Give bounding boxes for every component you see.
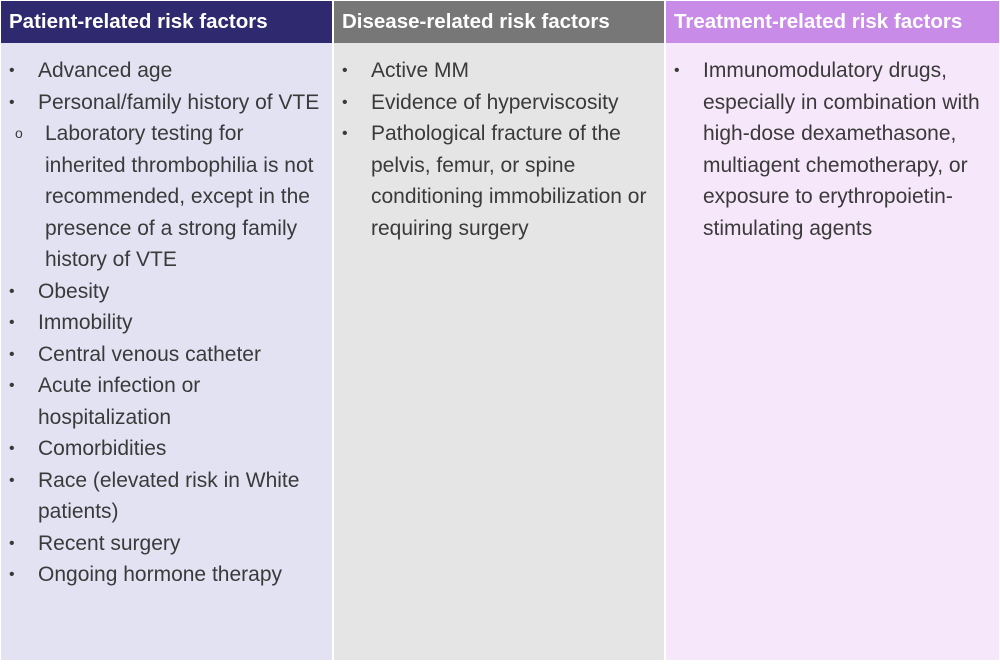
- list-item-text: Evidence of hyperviscosity: [371, 90, 619, 114]
- treatment-risk-body: [666, 43, 999, 660]
- list-item-text: Race (elevated risk in White patients): [38, 468, 300, 523]
- bullet-icon: •: [9, 377, 15, 394]
- bullet-icon: •: [674, 62, 680, 79]
- sub-list: [1, 118, 326, 276]
- list-item-text: Recent surgery: [38, 531, 181, 555]
- bullet-icon: •: [9, 62, 15, 79]
- list-item-text: Active MM: [371, 59, 470, 82]
- list-item: [1, 528, 332, 560]
- list-item: [334, 87, 664, 119]
- disease-risk-list: [334, 55, 664, 244]
- list-item-text: Acute infection or hospitalization: [38, 374, 201, 429]
- patient-risk-header: Patient-related risk factors: [1, 1, 332, 43]
- list-item-text: Immobility: [38, 311, 133, 334]
- list-item-text: Comorbidities: [38, 437, 167, 460]
- bullet-icon: •: [342, 125, 348, 142]
- list-item-text: Immunomodulatory drugs, especially in combination with high-dose dexamethasone, multiagent chemotherapy, or exposure to erythropoietin-stimulating agents: [703, 59, 980, 240]
- list-item: [334, 55, 664, 87]
- list-item-text: Advanced age: [38, 59, 173, 82]
- list-item: [1, 465, 332, 528]
- bullet-icon: •: [9, 534, 15, 552]
- list-item: [1, 433, 332, 465]
- risk-factor-table: [1, 1, 999, 660]
- treatment-risk-list: [666, 55, 999, 244]
- list-item: [1, 370, 332, 433]
- bullet-icon: •: [9, 314, 15, 331]
- patient-risk-body: [1, 43, 332, 660]
- list-item: [1, 559, 332, 591]
- disease-risk-header: Disease-related risk factors: [334, 1, 664, 43]
- list-item-text: Pathological fracture of the pelvis, femur, or spine conditioning immobilization or requiring surgery: [371, 122, 647, 240]
- patient-risk-column: [1, 1, 332, 660]
- list-item-text: Personal/family history of VTE: [38, 90, 320, 114]
- bullet-icon: •: [9, 282, 15, 300]
- treatment-risk-header: Treatment-related risk factors: [666, 1, 999, 43]
- bullet-icon: •: [9, 345, 15, 363]
- list-item: [1, 55, 332, 87]
- list-item-text: Ongoing hormone therapy: [38, 563, 282, 586]
- list-item-text: Central venous catheter: [38, 342, 261, 366]
- list-item: [666, 55, 999, 244]
- sub-list-item: [1, 118, 326, 276]
- circle-bullet-icon: o: [15, 125, 23, 141]
- list-item: [1, 339, 332, 371]
- bullet-icon: •: [342, 62, 348, 79]
- sub-list-item-text: Laboratory testing for inherited thrombophilia is not recommended, except in the presence of a strong family history of VTE: [45, 122, 314, 271]
- list-item-text: Obesity: [38, 279, 110, 303]
- bullet-icon: •: [9, 471, 15, 489]
- list-item: [1, 307, 332, 339]
- list-item: [1, 87, 332, 276]
- list-item: [334, 118, 664, 244]
- disease-risk-body: [334, 43, 664, 660]
- bullet-icon: •: [9, 440, 15, 457]
- bullet-icon: •: [342, 93, 348, 111]
- list-item: [1, 276, 332, 308]
- bullet-icon: •: [9, 93, 15, 111]
- patient-risk-list: [1, 55, 332, 591]
- disease-risk-column: [334, 1, 664, 660]
- treatment-risk-column: [666, 1, 999, 660]
- bullet-icon: •: [9, 566, 15, 583]
